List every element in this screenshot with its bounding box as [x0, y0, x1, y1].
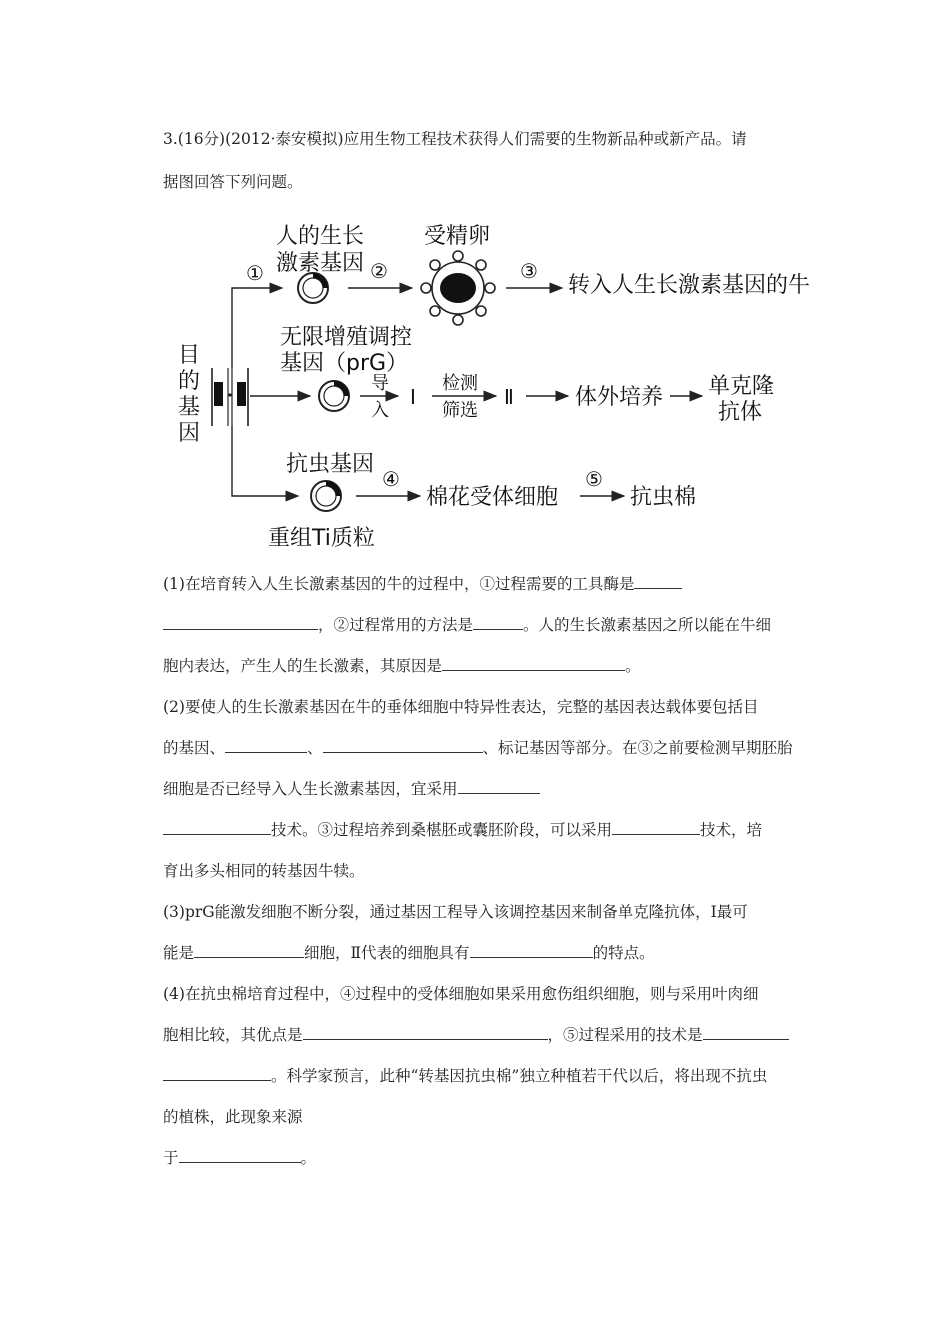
q1-text-2: ，②过程常用的方法是 — [318, 616, 474, 634]
target-gene-char-1: 目 — [178, 343, 201, 368]
human-gh-gene-label-line2: 激素基因 — [276, 251, 365, 276]
import-label-line2: 入 — [371, 400, 389, 421]
q1-blank-1a[interactable] — [634, 570, 682, 589]
q3-line1: (3)prG能激发细胞不断分裂，通过基因工程导入该调控基因来制备单克隆抗体，Ⅰ最可 — [163, 903, 748, 921]
q4-line5 — [163, 1138, 823, 1179]
target-gene-char-3: 基 — [178, 395, 201, 420]
q2-blank-2[interactable] — [323, 734, 483, 753]
q4-blank-2b[interactable] — [163, 1062, 271, 1081]
q1-blank-1b[interactable] — [163, 611, 318, 630]
q2-line5: 育出多头相同的转基因牛犊。 — [163, 862, 365, 880]
human-gh-gene-label-line1: 人的生长 — [276, 224, 365, 249]
insect-cotton-label: 抗虫棉 — [630, 485, 697, 510]
q1-line3 — [163, 646, 823, 687]
q1-text-3: 。人的生长激素基因之所以能在牛细 — [523, 616, 772, 634]
mab-label-line2: 抗体 — [718, 400, 763, 425]
fertilized-egg-icon — [421, 251, 495, 325]
detect-label-line1: 检测 — [442, 373, 478, 394]
cell-one-label: Ⅰ — [410, 385, 416, 409]
step-1-label: ① — [246, 261, 264, 285]
q1-text-1: (1)在培育转入人生长激素基因的牛的过程中，①过程需要的工具酶是 — [163, 575, 635, 593]
step-2-label: ② — [370, 259, 388, 283]
q2-blank-4[interactable] — [612, 816, 700, 835]
q2-line4 — [163, 810, 823, 851]
q1-line1 — [163, 564, 823, 605]
mab-label-line1: 单克隆 — [708, 374, 775, 399]
q1-text-5: 。 — [625, 657, 641, 675]
q2-blank-1[interactable] — [225, 734, 307, 753]
q4-text-5: 。 — [300, 1149, 317, 1167]
dna-fragment-icon — [212, 368, 248, 426]
q2-blank-3b[interactable] — [163, 816, 271, 835]
prg-label-line2: 基因（prG） — [280, 351, 409, 376]
q2-text-6: 技术，培 — [700, 821, 763, 839]
q2-line1: (2)要使人的生长激素基因在牛的垂体细胞中特异性表达，完整的基因表达载体要包括目 — [163, 698, 759, 716]
step-5-label: ⑤ — [585, 467, 603, 491]
fertilized-egg-label: 受精卵 — [424, 224, 491, 249]
q3-text-1: 能是 — [163, 944, 195, 962]
q4-line3 — [163, 1056, 823, 1097]
target-gene-char-2: 的 — [178, 369, 201, 394]
q3-blank-1[interactable] — [194, 939, 304, 958]
q2-text-5: 技术。③过程培养到桑椹胚或囊胚阶段，可以采用 — [271, 821, 613, 839]
prg-label-line1: 无限增殖调控 — [280, 325, 413, 350]
target-gene-char-4: 因 — [178, 421, 201, 446]
q3-text-2: 细胞，Ⅱ代表的细胞具有 — [304, 944, 470, 962]
question-intro-line1: 3.(16分)(2012·泰安模拟)应用生物工程技术获得人们需要的生物新品种或新产品。请 — [163, 130, 747, 148]
cell-two-label: Ⅱ — [504, 385, 514, 409]
q2-line2 — [163, 728, 823, 769]
ti-plasmid-label: 重组Ti质粒 — [268, 526, 375, 551]
q4-text-4: 于 — [163, 1149, 179, 1167]
question-intro-line2: 据图回答下列问题。 — [163, 173, 303, 191]
q4-blank-1[interactable] — [303, 1021, 548, 1040]
q4-text-1: 胞相比较，其优点是 — [163, 1026, 303, 1044]
q2-text-2: 、 — [307, 739, 323, 757]
q2-blank-3a[interactable] — [458, 775, 540, 794]
gene-engineering-diagram — [0, 0, 950, 560]
q3-line2 — [163, 933, 823, 974]
q1-blank-2[interactable] — [473, 611, 523, 630]
q4-line4: 的植株，此现象来源 — [163, 1108, 303, 1126]
step-4-label: ④ — [382, 467, 400, 491]
q1-line2 — [163, 605, 823, 646]
transgenic-cow-label: 转入人生长激素基因的牛 — [568, 273, 811, 298]
recombinant-plasmid-icon-middle — [319, 381, 349, 411]
q4-blank-3[interactable] — [179, 1144, 301, 1163]
q4-text-3: 。科学家预言，此种“转基因抗虫棉”独立种植若干代以后，将出现不抗虫 — [271, 1067, 768, 1085]
recombinant-plasmid-icon-top — [298, 273, 328, 303]
q2-text-1: 的基因、 — [163, 739, 226, 757]
in-vitro-culture-label: 体外培养 — [575, 385, 664, 410]
q1-text-4: 胞内表达，产生人的生长激素，其原因是 — [163, 657, 443, 675]
insect-gene-label: 抗虫基因 — [286, 452, 375, 477]
q3-text-3: 的特点。 — [592, 944, 655, 962]
import-label-line1: 导 — [371, 373, 389, 394]
recombinant-plasmid-icon-bottom — [311, 481, 341, 511]
q2-text-3: 、标记基因等部分。在③之前要检测早期胚胎 — [482, 739, 793, 757]
q4-blank-2a[interactable] — [703, 1021, 789, 1040]
q4-line1: (4)在抗虫棉培育过程中，④过程中的受体细胞如果采用愈伤组织细胞，则与采用叶肉细 — [163, 985, 759, 1003]
q2-line3 — [163, 769, 823, 810]
q4-text-2: ，⑤过程采用的技术是 — [547, 1026, 703, 1044]
q3-blank-2[interactable] — [470, 939, 593, 958]
q4-line2 — [163, 1015, 823, 1056]
cotton-cell-label: 棉花受体细胞 — [426, 485, 559, 510]
q2-text-4: 细胞是否已经导入人生长激素基因，宜采用 — [163, 780, 458, 798]
detect-label-line2: 筛选 — [442, 400, 478, 421]
step-3-label: ③ — [520, 259, 538, 283]
q1-blank-3[interactable] — [442, 652, 625, 671]
